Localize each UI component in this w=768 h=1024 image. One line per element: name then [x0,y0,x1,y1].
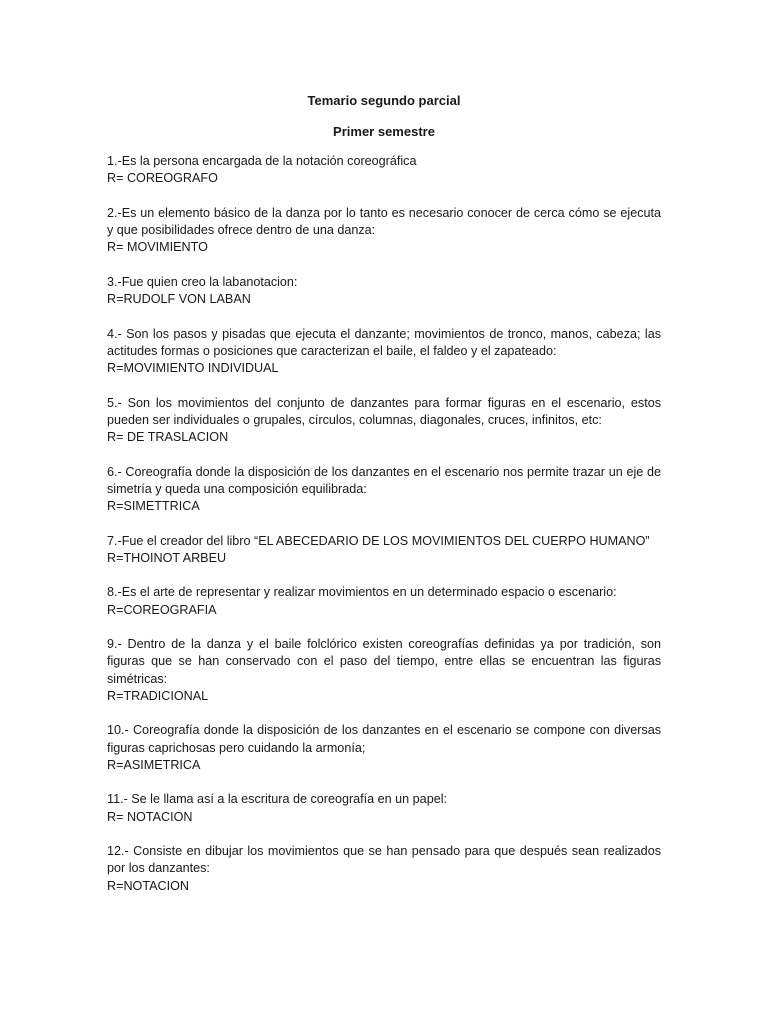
answer-text: R=MOVIMIENTO INDIVIDUAL [107,361,279,375]
answer-text: R= NOTACION [107,809,193,824]
document-subtitle: Primer semestre [333,124,435,139]
question-text: 1.-Es la persona encargada de la notación coreográfica [107,154,417,168]
question-item-9 [107,636,661,705]
question-item-2 [107,205,661,257]
question-text: 8.-Es el arte de representar y realizar movimientos en un determinado espacio o escenario: [107,585,617,600]
question-text: 12.- Consiste en dibujar los movimientos que se han pensado para que después sean realizados por los danzantes: [107,844,661,876]
question-item-5 [107,395,661,447]
question-item-1 [107,153,661,187]
question-item-11 [107,791,661,825]
answer-text: R=SIMETTRICA [107,499,200,513]
question-item-10 [107,722,661,774]
answer-text: R= COREOGRAFO [107,171,218,186]
question-text: 2.-Es un elemento básico de la danza por lo tanto es necesario conocer de cerca cómo se ejecuta y que posibilidades ofrece dentro de una danza: [107,205,661,237]
answer-text: R= DE TRASLACION [107,430,229,444]
answer-text: R=TRADICIONAL [107,688,209,703]
answer-text: R=COREOGRAFIA [107,602,217,617]
question-item-7 [107,533,661,567]
question-item-3 [107,274,661,308]
question-text: 7.-Fue el creador del libro “EL ABECEDARIO DE LOS MOVIMIENTOS DEL CUERPO HUMANO” [107,533,650,548]
question-text: 11.- Se le llama así a la escritura de coreografía en un papel: [107,792,447,807]
question-text: 5.- Son los movimientos del conjunto de danzantes para formar figuras en el escenario, estos pueden ser individuales o grupales, círculos, columnas, diagonales, cruces, infinitos, etc: [107,395,661,427]
answer-text: R=NOTACION [107,878,189,893]
question-item-12 [107,843,661,895]
question-item-8 [107,584,661,618]
question-item-4 [107,326,661,378]
question-text: 9.- Dentro de la danza y el baile folclórico existen coreografías definidas ya por tradición, son figuras que se han conservado con el paso del tiempo, entre ellas se encuentran las figuras simétricas: [107,637,661,686]
question-item-6 [107,464,661,516]
question-list [107,153,661,912]
question-text: 6.- Coreografía donde la disposición de los danzantes en el escenario nos permite trazar un eje de simetría y queda una composición equilibrada: [107,464,661,496]
question-text: 4.- Son los pasos y pisadas que ejecuta el danzante; movimientos de tronco, manos, cabeza; las actitudes formas o posiciones que caracterizan el baile, el faldeo y el zapateado: [107,326,661,358]
question-text: 3.-Fue quien creo la labanotacion: [107,274,298,289]
answer-text: R= MOVIMIENTO [107,240,208,255]
answer-text: R=RUDOLF VON LABAN [107,292,251,306]
question-text: 10.- Coreografía donde la disposición de los danzantes en el escenario se compone con diversas figuras caprichosas pero cuidando la armonía; [107,723,661,755]
document-title: Temario segundo parcial [307,93,461,108]
answer-text: R=ASIMETRICA [107,757,201,772]
answer-text: R=THOINOT ARBEU [107,550,227,565]
